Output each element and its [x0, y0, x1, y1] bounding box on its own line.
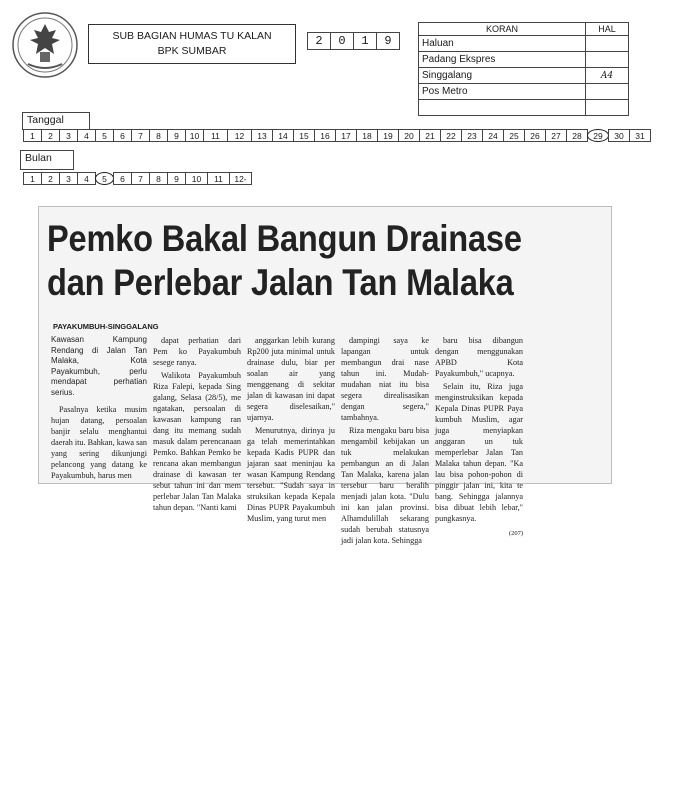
day-option-6[interactable]: 6 — [113, 129, 132, 142]
day-option-21[interactable]: 21 — [419, 129, 441, 142]
table-row — [419, 84, 629, 100]
article-column — [153, 335, 241, 548]
month-option-5[interactable]: 5 — [95, 172, 114, 185]
day-option-17[interactable]: 17 — [335, 129, 357, 142]
day-option-13[interactable]: 13 — [251, 129, 273, 142]
day-option-4[interactable]: 4 — [77, 129, 96, 142]
table-row — [419, 68, 629, 84]
article-code: (207) — [508, 530, 523, 537]
tanggal-label: Tanggal — [22, 112, 90, 130]
day-option-9[interactable]: 9 — [167, 129, 186, 142]
day-option-14[interactable]: 14 — [272, 129, 294, 142]
agency-name-line2: BPK SUMBAR — [157, 45, 227, 57]
page-cell — [586, 52, 629, 68]
day-option-5[interactable]: 5 — [95, 129, 114, 142]
article-paragraph: baru bisa dibangun dengan menggunakan APBD Kota Payakumbuh," ucapnya. — [435, 336, 523, 378]
month-option-1[interactable]: 1 — [23, 172, 42, 185]
article-paragraph: Menurutnya, dirinya ju ga telah memerintahkan kepada Kadis PUPR dan jajaran saat meninjau ka wasan Kampung Rendang tersebut. "Sudah saya in struksikan kepada Kepala Dinas PUPR Payakumbuh Muslim, yang turut men — [247, 426, 335, 523]
headline-line: Pemko Bakal Bangun Drainase — [47, 218, 522, 259]
article-paragraph: Selain itu, Riza juga menginstruksikan kepada Kepala Dinas PUPR Paya kumbuh Muslim, agar juga menyiapkan anggaran un tuk memperlebar Jalan Tan Malaka tahun depan. "Ka lau bisa pohon-pohon di pinggir jalan ini, kita te bang. Sehingga jalannya bisa dibuat lebih lebar," pungkasnya. — [435, 382, 523, 523]
newspaper-name: Padang Ekspres — [419, 52, 586, 68]
day-selector-row — [24, 129, 651, 142]
day-option-12[interactable]: 12 — [227, 129, 252, 142]
article-column — [247, 335, 335, 548]
day-option-3[interactable]: 3 — [59, 129, 78, 142]
article-paragraph: Riza mengaku baru bisa mengambil kebijakan un tuk melakukan pembangun an di Jalan Tan Malaka, karena jalan tersebut baru beralih menjadi jalan kota. "Dulu ini kan jalan provinsi. Alhamdulillah sekarang sudah berubah statusnya jadi jalan kota. Sehingga — [341, 426, 429, 545]
newspaper-clipping — [38, 206, 612, 545]
day-option-16[interactable]: 16 — [314, 129, 336, 142]
garuda-seal-emblem — [10, 8, 80, 82]
agency-name-line1: SUB BAGIAN HUMAS TU KALAN — [112, 30, 272, 42]
month-option-8[interactable]: 8 — [149, 172, 168, 185]
article-paragraph: Pasalnya ketika musim hujan datang, persoalan banjir selalu menghantui daerah itu. Bahkan, kawa san yang sering dikunjungi pelancong yang datang ke Payakumbuh, harus men — [51, 405, 147, 480]
day-option-19[interactable]: 19 — [377, 129, 399, 142]
agency-header-box — [88, 24, 296, 64]
month-option-9[interactable]: 9 — [167, 172, 186, 185]
day-option-15[interactable]: 15 — [293, 129, 315, 142]
month-option-2[interactable]: 2 — [41, 172, 60, 185]
article-lead: Kawasan Kampung Rendang di Jalan Tan Malaka, Kota Payakumbuh, perlu mendapat perhatian serius. — [51, 335, 147, 397]
day-option-7[interactable]: 7 — [131, 129, 150, 142]
headline-line: dan Perlebar Jalan Tan Malaka — [47, 262, 514, 303]
day-option-29[interactable]: 29 — [587, 129, 609, 142]
article-column — [435, 335, 523, 548]
bulan-label: Bulan — [20, 150, 74, 170]
month-option-4[interactable]: 4 — [77, 172, 96, 185]
article-dateline: PAYAKUMBUH-SINGGALANG — [53, 322, 159, 331]
year-digit: 0 — [330, 32, 354, 50]
article-headline — [47, 217, 522, 305]
article-paragraph: dampingi saya ke lapangan untuk membangun drai nase tahun ini. Mudah-mudahan niat itu bisa segera direalisasikan dengan segera," tambahnya. — [341, 336, 429, 422]
newspaper-name: Pos Metro — [419, 84, 586, 100]
article-paragraph: anggarkan lebih kurang Rp200 juta minimal untuk drainase dulu, biar per soalan air yang menggenang di sekitar jalan di kawasan ini dapat segera diselesaikan," ujarnya. — [247, 336, 335, 422]
article-column — [341, 335, 429, 548]
page-cell — [586, 84, 629, 100]
day-option-26[interactable]: 26 — [524, 129, 546, 142]
day-option-25[interactable]: 25 — [503, 129, 525, 142]
day-option-28[interactable]: 28 — [566, 129, 588, 142]
day-option-23[interactable]: 23 — [461, 129, 483, 142]
article-paragraph: dapat perhatian dari Pem ko Payakumbuh sesege ranya. — [153, 336, 241, 367]
day-option-2[interactable]: 2 — [41, 129, 60, 142]
page-cell — [586, 100, 629, 116]
month-selector-row — [24, 172, 252, 185]
day-option-30[interactable]: 30 — [608, 129, 630, 142]
day-option-22[interactable]: 22 — [440, 129, 462, 142]
day-option-11[interactable]: 11 — [203, 129, 228, 142]
table-row — [419, 52, 629, 68]
month-option-6[interactable]: 6 — [113, 172, 132, 185]
day-option-24[interactable]: 24 — [482, 129, 504, 142]
year-digit: 1 — [353, 32, 377, 50]
page-cell-handwritten: A4 — [586, 68, 629, 84]
month-option-11[interactable]: 11 — [207, 172, 230, 185]
page-column-header: HAL — [586, 23, 629, 36]
article-paragraph: Walikota Payakumbuh Riza Falepi, kepada Sing galang, Selasa (28/5), me ngatakan, persoalan di kawasan kampung ran dang itu memang sudah masuk dalam perencanaan Pemko. Bahkan Pemko be rencana akan membangun drainase di kawasan ter sebut tahun ini dan mem perlebar Jalan Tan Malaka tahun depan. "Nanti kami — [153, 371, 241, 512]
article-column — [51, 335, 147, 548]
newspaper-table — [418, 22, 629, 116]
page-cell — [586, 36, 629, 52]
year-digit: 2 — [307, 32, 331, 50]
newspaper-column-header: KORAN — [419, 23, 586, 36]
day-option-1[interactable]: 1 — [23, 129, 42, 142]
year-digit: 9 — [376, 32, 400, 50]
table-row — [419, 36, 629, 52]
day-option-31[interactable]: 31 — [629, 129, 651, 142]
newspaper-name — [419, 100, 586, 116]
day-option-27[interactable]: 27 — [545, 129, 567, 142]
article-columns — [51, 335, 523, 548]
day-option-10[interactable]: 10 — [185, 129, 204, 142]
month-option-10[interactable]: 10 — [185, 172, 208, 185]
month-option-3[interactable]: 3 — [59, 172, 78, 185]
newspaper-name: Singgalang — [419, 68, 586, 84]
month-option-7[interactable]: 7 — [131, 172, 150, 185]
year-boxes — [308, 32, 400, 50]
table-row — [419, 100, 629, 116]
newspaper-name: Haluan — [419, 36, 586, 52]
day-option-8[interactable]: 8 — [149, 129, 168, 142]
day-option-18[interactable]: 18 — [356, 129, 378, 142]
month-option-12[interactable]: 12- — [229, 172, 252, 185]
day-option-20[interactable]: 20 — [398, 129, 420, 142]
